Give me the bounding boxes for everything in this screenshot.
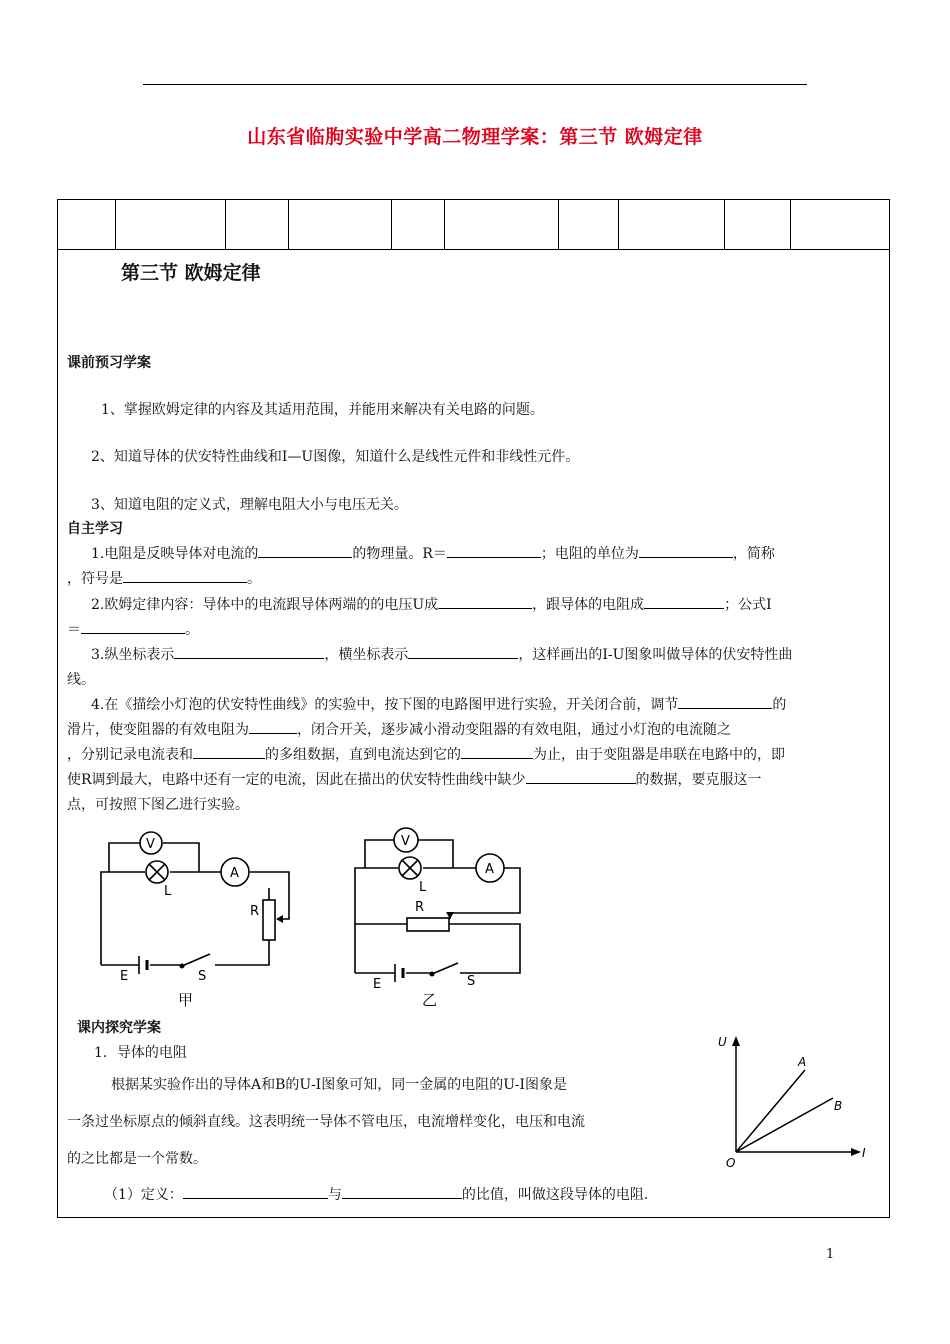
- line-b: [736, 1098, 833, 1152]
- line-a-label: A: [798, 1055, 807, 1069]
- switch-label: S: [467, 974, 476, 989]
- lamp-label: L: [164, 884, 172, 899]
- wire: [418, 840, 453, 868]
- inclass-item-title: 1．导体的电阻: [94, 1045, 187, 1061]
- header-cell: [391, 200, 392, 249]
- wire: [101, 843, 140, 965]
- lamp-label: L: [419, 880, 427, 895]
- question-1-line-1: 1.电阻是反映导体对电流的 的物理量。R＝ ；电阻的单位为 ，简称: [91, 543, 775, 563]
- question-3-line-2: 线。: [67, 672, 95, 688]
- switch-contact: [180, 964, 185, 969]
- header-cell: [724, 200, 725, 249]
- answer-blank[interactable]: [193, 744, 265, 759]
- question-4-line-1: 4.在《描绘小灯泡的伏安特性曲线》的实验中，按下图的电路图甲进行实验，开关闭合前，调节 的: [91, 694, 786, 714]
- answer-blank[interactable]: [438, 594, 532, 609]
- section-title: 第三节 欧姆定律: [121, 262, 261, 284]
- answer-blank[interactable]: [258, 543, 352, 558]
- top-rule: [143, 84, 807, 85]
- y-axis-arrow: [732, 1036, 740, 1046]
- wire: [215, 940, 269, 965]
- answer-blank[interactable]: [183, 1184, 328, 1199]
- header-cell: [790, 200, 791, 249]
- question-2-line-1: 2.欧姆定律内容：导体中的电流跟导体两端的的电压U成 ，跟导体的电阻成 ；公式I: [91, 594, 772, 614]
- circuit-yi-diagram: [345, 813, 545, 1008]
- circuit-caption: 甲: [178, 991, 194, 1009]
- battery-label: E: [120, 969, 129, 984]
- inclass-heading: 课内探究学案: [77, 1020, 161, 1036]
- question-4-line-4: 使R调到最大，电路中还有一定的电流，因此在描出的伏安特性曲线中缺少 的数据，要克服这一: [67, 769, 762, 789]
- preview-item: 3、知道电阻的定义式，理解电阻大小与电压无关。: [91, 497, 408, 513]
- header-cell: [444, 200, 445, 249]
- header-cell: [225, 200, 226, 249]
- circuit-jia-diagram: [90, 820, 310, 1015]
- ammeter-label: A: [485, 862, 494, 877]
- line-a: [736, 1070, 805, 1152]
- voltmeter-label: V: [401, 834, 410, 849]
- answer-blank[interactable]: [461, 744, 533, 759]
- answer-blank[interactable]: [639, 543, 733, 558]
- wire: [355, 840, 394, 973]
- x-axis-arrow: [851, 1148, 861, 1156]
- inclass-paragraph-line: 的之比都是一个常数。: [67, 1151, 207, 1167]
- rheostat-symbol: [407, 918, 449, 931]
- x-axis-label: I: [862, 1146, 866, 1160]
- question-3-line-1: 3.纵坐标表示 ，横坐标表示 ，这样画出的I-U图象叫做导体的伏安特性曲: [91, 644, 792, 664]
- answer-blank[interactable]: [342, 1184, 462, 1199]
- ammeter-label: A: [230, 866, 239, 881]
- switch-blade: [182, 954, 210, 966]
- answer-blank[interactable]: [249, 719, 297, 734]
- definition-line: （1）定义： 与 的比值，叫做这段导体的电阻.: [104, 1184, 648, 1204]
- inclass-paragraph-line: 根据某实验作出的导体A和B的U-I图象可知，同一金属的电阻的U-I图象是: [111, 1077, 568, 1093]
- inclass-paragraph-line: 一条过坐标原点的倾斜直线。这表明统一导体不管电压，电流增样变化，电压和电流: [67, 1114, 585, 1130]
- battery-label: E: [373, 977, 382, 992]
- rheostat-label: R: [250, 904, 260, 919]
- line-b-label: B: [834, 1099, 843, 1113]
- header-cell: [288, 200, 289, 249]
- answer-blank[interactable]: [174, 644, 324, 659]
- preview-item: 2、知道导体的伏安特性曲线和I—U图像，知道什么是线性元件和非线性元件。: [91, 449, 580, 465]
- switch-label: S: [198, 969, 207, 984]
- switch-contact: [430, 972, 435, 977]
- question-1-line-2: ，符号是 。: [67, 568, 261, 588]
- self-study-heading: 自主学习: [67, 521, 123, 537]
- answer-blank[interactable]: [408, 644, 518, 659]
- y-axis-label: U: [718, 1035, 727, 1049]
- answer-blank[interactable]: [526, 769, 636, 784]
- header-table: [58, 200, 889, 250]
- header-cell: [115, 200, 116, 249]
- rheostat-label: R: [415, 900, 425, 915]
- origin-label: O: [726, 1156, 736, 1170]
- voltmeter-label: V: [146, 837, 155, 852]
- ui-graph: [712, 1030, 882, 1175]
- wire: [449, 924, 520, 973]
- preview-heading: 课前预习学案: [67, 355, 151, 371]
- question-4-line-3: ，分别记录电流表和 的多组数据，直到电流达到它的 为止，由于变阻器是串联在电路中的，即: [67, 744, 785, 764]
- preview-item: 1、掌握欧姆定律的内容及其适用范围，并能用来解决有关电路的问题。: [101, 402, 544, 418]
- answer-blank[interactable]: [678, 694, 772, 709]
- answer-blank[interactable]: [447, 543, 541, 558]
- circuit-caption: 乙: [422, 991, 438, 1008]
- answer-blank[interactable]: [81, 619, 185, 634]
- answer-blank[interactable]: [644, 594, 724, 609]
- question-4-line-2: 滑片，使变阻器的有效电阻为 ，闭合开关，逐步减小滑动变阻器的有效电阻，通过小灯泡的电流随之: [67, 719, 731, 739]
- page-number: 1: [826, 1247, 835, 1262]
- document-title: 山东省临朐实验中学高二物理学案：第三节 欧姆定律: [247, 126, 703, 148]
- rheostat-symbol: [263, 900, 275, 940]
- answer-blank[interactable]: [123, 568, 247, 583]
- switch-blade: [432, 963, 458, 974]
- question-4-line-5: 点，可按照下图乙进行实验。: [67, 797, 249, 813]
- header-cell: [618, 200, 619, 249]
- slider-arrow: [276, 915, 283, 923]
- question-2-line-2: ＝ 。: [67, 619, 199, 639]
- header-cell: [558, 200, 559, 249]
- wire: [163, 843, 199, 872]
